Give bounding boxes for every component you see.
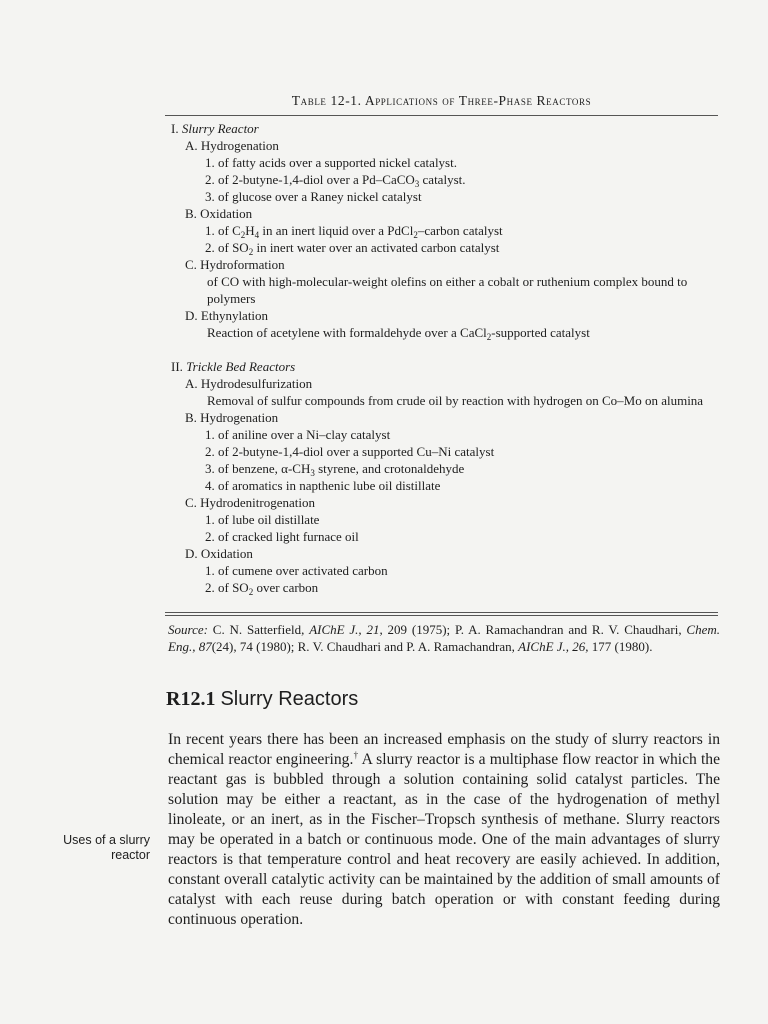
table-bottom-rule-2 bbox=[165, 615, 718, 616]
body-paragraph: In recent years there has been an increased emphasis on the study of slurry reactors in chemical reactor engineering.† A slurry reactor is a multiphase flow reactor in which the reactant gas is bubbled through a solution containing solid catalyst particles. The solution may be either a reactant, as in the case of the hydrogenation of methyl linoleate, or an inert, as in the Fischer–Tropsch synthesis of methane. Slurry reactors may be operated in a batch or continuous mode. One of the main advantages of slurry reactors is that temperature control and heat recovery are easily achieved. In addition, constant overall catalytic activity can be maintained by the addition of small amounts of catalyst with each reuse during batch operation or with constant feeding during continuous operation. bbox=[168, 731, 721, 928]
footnote-dagger: † bbox=[353, 750, 359, 760]
item-ii-c: C. Hydrodenitrogenation bbox=[185, 495, 315, 510]
item-ii-d-1: 1. of cumene over activated carbon bbox=[205, 563, 388, 578]
section-i-heading: I. Slurry Reactor bbox=[171, 121, 259, 136]
item-ii-d: D. Oxidation bbox=[185, 546, 253, 561]
section-title: Slurry Reactors bbox=[220, 688, 359, 710]
item-ii-a-text: Removal of sulfur compounds from crude oil by reaction with hydrogen on Co–Mo on alumina bbox=[207, 393, 704, 408]
item-ii-c-1: 1. of lube oil distillate bbox=[205, 512, 320, 527]
section-i-title: Slurry Reactor bbox=[181, 121, 259, 136]
margin-note: Uses of a slurry reactor bbox=[63, 833, 150, 862]
item-i-a-2: 2. of 2-butyne-1,4-diol over a Pd–CaCO$_3$ catalyst. bbox=[205, 172, 466, 189]
item-ii-a: A. Hydrodesulfurization bbox=[185, 376, 313, 391]
table-source-note: Source: C. N. Satterfield, AIChE J., 21, 209 (1975); P. A. Ramachandran and R. V. Chaudhari, Chem. Eng., 87(24), 74 (1980); R. V. Chaudhari and P. A. Ramachandran, AIChE J., 26, 177 (1980). bbox=[168, 622, 721, 654]
item-ii-b-3: 3. of benzene, $\alpha-CH_3$ styrene, and crotonaldehyde bbox=[205, 461, 465, 478]
item-i-c: C. Hydroformation bbox=[185, 257, 285, 272]
table-top-rule bbox=[165, 115, 718, 116]
section-ii-title: Trickle Bed Reactors bbox=[186, 359, 296, 374]
item-ii-b-4: 4. of aromatics in napthenic lube oil distillate bbox=[205, 478, 441, 493]
item-i-a: A. Hydrogenation bbox=[185, 138, 279, 153]
item-i-b-1: 1. of $C_2H_4$ in an inert liquid over a PdCl$_2$–carbon catalyst bbox=[205, 223, 503, 240]
source-label: Source: bbox=[168, 622, 208, 637]
table-caption: Table 12-1. Applications of Three-Phase Reactors bbox=[291, 93, 592, 108]
item-ii-c-2: 2. of cracked light furnace oil bbox=[205, 529, 359, 544]
item-i-c-text: of CO with high-molecular-weight olefins on either a cobalt or ruthenium complex bound to polymers bbox=[207, 274, 688, 306]
table-bottom-rule bbox=[165, 612, 718, 613]
item-i-b-2: 2. of $SO_2$ in inert water over an activated carbon catalyst bbox=[205, 240, 500, 257]
item-ii-d-2: 2. of $SO_2$ over carbon bbox=[205, 580, 319, 597]
item-ii-b-2: 2. of 2-butyne-1,4-diol over a supported Cu–Ni catalyst bbox=[205, 444, 495, 459]
section-number: R12.1 bbox=[166, 688, 216, 710]
section-heading bbox=[166, 688, 358, 711]
item-ii-b: B. Hydrogenation bbox=[185, 410, 279, 425]
item-i-d-text: Reaction of acetylene with formaldehyde over a CaCl$_2$-supported catalyst bbox=[207, 325, 590, 342]
item-ii-b-1: 1. of aniline over a Ni–clay catalyst bbox=[205, 427, 391, 442]
item-i-a-3: 3. of glucose over a Raney nickel catalyst bbox=[205, 189, 422, 204]
item-i-b: B. Oxidation bbox=[185, 206, 253, 221]
applications-table bbox=[165, 120, 718, 596]
item-i-d: D. Ethynylation bbox=[185, 308, 269, 323]
section-ii-heading: II. Trickle Bed Reactors bbox=[171, 359, 296, 374]
item-i-a-1: 1. of fatty acids over a supported nickel catalyst. bbox=[205, 155, 457, 170]
